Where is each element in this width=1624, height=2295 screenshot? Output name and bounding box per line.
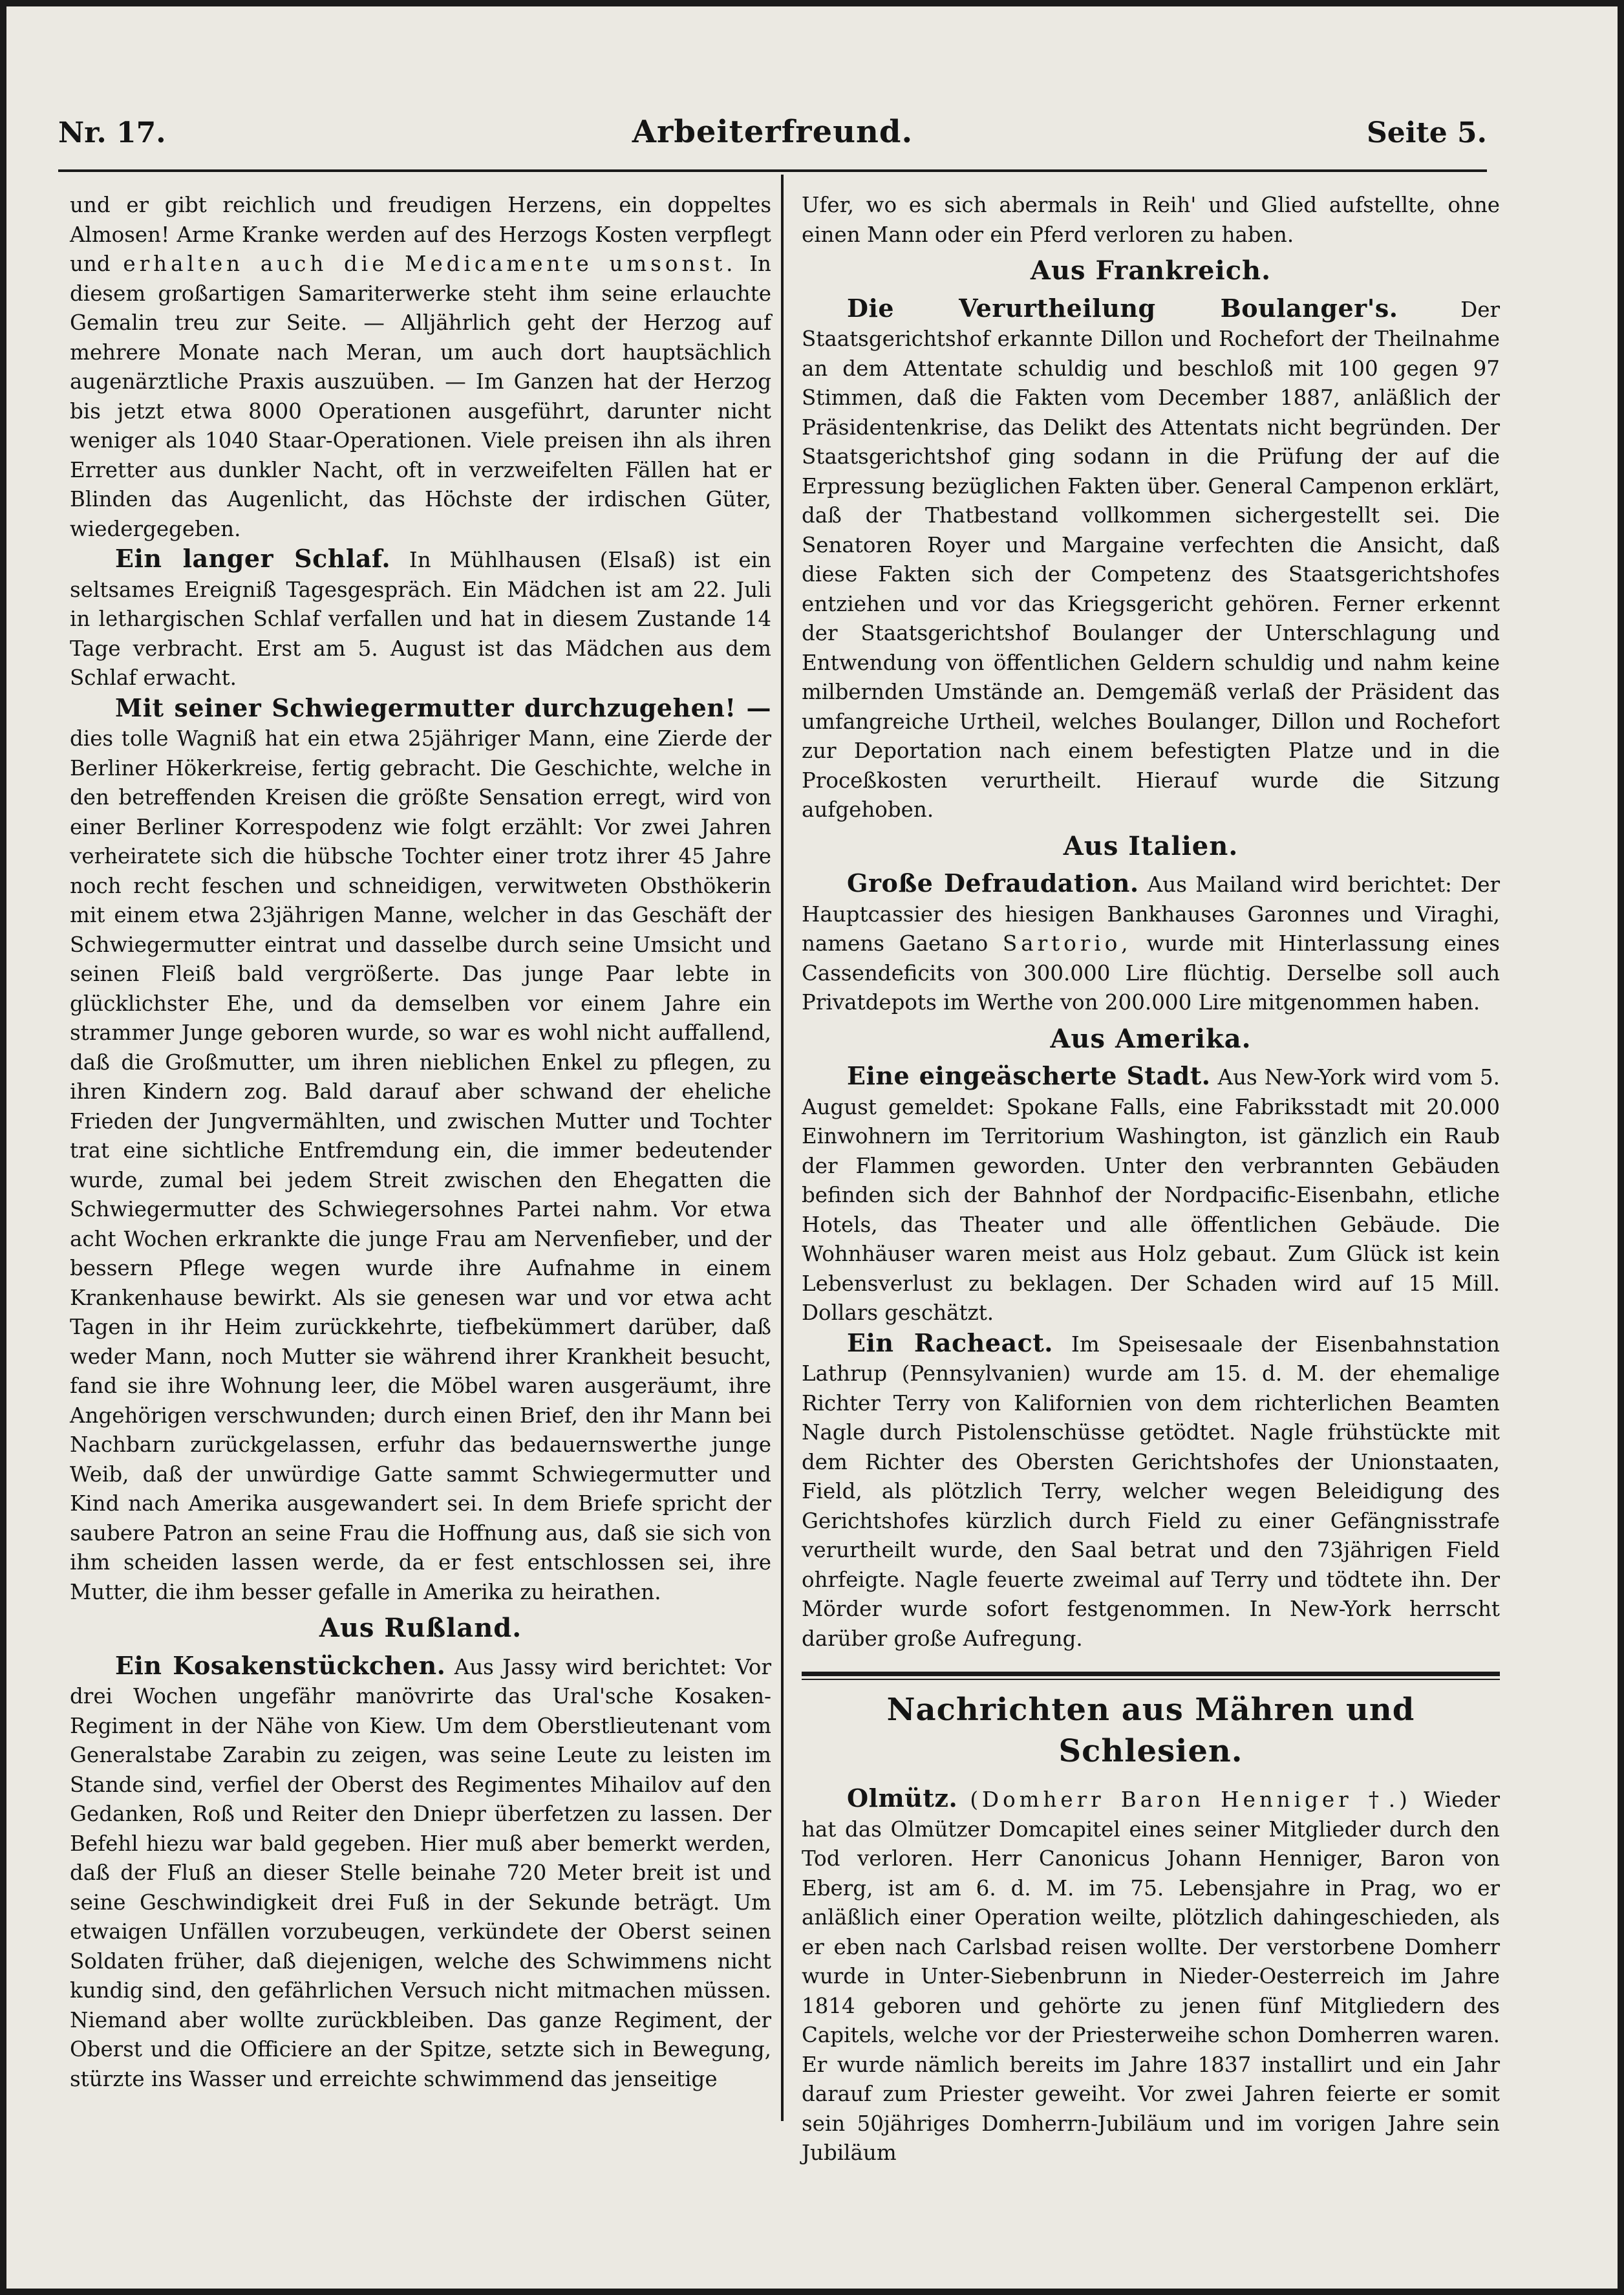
page-number: Seite 5. bbox=[1366, 116, 1487, 149]
headline-boulanger: Die Verurtheilung Boulanger's. bbox=[847, 293, 1398, 323]
paragraph-stadt: Eine eingeäscherte Stadt. Aus New-York wird vom 5. August gemeldet: Spokane Falls, eine Fabriksstadt mit 20.000 Einwohnern im Territorium Washington, ist gänzlich ein Raub der Flammen geworden. Unter den verbrannten Gebäuden befinden sich der Bahnhof der Nordpacific-Eisenbahn, etliche Hotels, das Theater und alle öffentlichen Gebäude. Die Wohnhäuser waren meist aus Holz gebaut. Zum Glück ist kein Lebensverlust zu beklagen. Der Schaden wird auf 15 Mill. Dollars geschätzt. bbox=[802, 1061, 1500, 1325]
column-divider bbox=[781, 175, 784, 2121]
headline-schwiegermutter: Mit seiner Schwiegermutter durchzugehen! — bbox=[115, 693, 771, 722]
issue-number: Nr. 17. bbox=[58, 116, 166, 149]
section-heading-frankreich: Aus Frankreich. bbox=[1030, 255, 1272, 286]
regional-news-heading: Nachrichten aus Mähren und Schlesien. bbox=[886, 1692, 1415, 1769]
headline-schlaf: Ein langer Schlaf. bbox=[115, 544, 391, 573]
right-column bbox=[802, 191, 1500, 2168]
paragraph-schlaf: Ein langer Schlaf. In Mühlhausen (Elsaß) ist ein seltsames Ereigniß Tagesgespräch. Ein Mädchen ist am 22. Juli in lethargischen Schlaf verfallen und hat in diesem Zustande 14 Tage verbracht. Erst am 5. August ist das Mädchen aus dem Schlaf erwacht. bbox=[70, 544, 771, 690]
paragraph-boulanger: Die Verurtheilung Boulanger's. Der Staatsgerichtshof erkannte Dillon und Rochefort der Theilnahme an dem Attentate schuldig und beschloß mit 100 gegen 97 Stimmen, daß die Fakten vom December 1887, anläßlich der Präsidentenkrise, das Delikt des Attentats nicht begründen. Der Staatsgerichtshof ging sodann in die Prüfung der auf die Erpressung bezüglichen Fakten über. General Campenon erklärt, daß der Thatbestand vollkommen sichergestellt sei. Die Senatoren Royer und Margaine verfechten die Ansicht, daß diese Fakten sich der Competenz des Staatsgerichtshofes entziehen und vor das Kriegsgericht gehören. Ferner erkennt der Staatsgerichtshof Boulanger der Unterschlagung und Entwendung von öffentlichen Geldern schuldig und nahm keine milbernden Umstände an. Demgemäß verlaß der Präsident das umfangreiche Urtheil, welches Boulanger, Dillon und Rochefort zur Deportation nach einem befestigten Platze und in die Proceßkosten verurtheilt. Hierauf wurde die Sitzung aufgehoben. bbox=[802, 293, 1500, 822]
paragraph-racheact: Ein Racheact. Im Speisesaale der Eisenbahnstation Lathrup (Pennsylvanien) wurde am 15. d. M. der ehemalige Richter Terry von Kalifornien von dem richterlichen Beamten Nagle durch Pistolenschüsse getödtet. Nagle frühstückte mit dem Richter des Obersten Gerichtshofes der Unionstaaten, Field, als plötzlich Terry, welcher wegen Beleidigung des Gerichtshofes kürzlich durch Field zu einer Gefängnisstrafe verurtheilt wurde, den Saal betrat und den 73jährigen Field ohrfeigte. Nagle feuerte zweimal auf Terry und tödtete ihn. Der Mörder wurde sofort festgenommen. In New-York herrscht darüber große Aufregung. bbox=[802, 1328, 1500, 1651]
paragraph-schwiegermutter: Mit seiner Schwiegermutter durchzugehen! — dies tolle Wagniß hat ein etwa 25jähriger Mann, eine Zierde der Berliner Hökerkreise, fertig gebracht. Die Geschichte, welche in den betreffenden Kreisen die größte Sensation erregt, wird von einer Berliner Korrespodenz wie folgt erzählt: Vor zwei Jahren verheiratete sich die hübsche Tochter einer trotz ihrer 45 Jahre noch recht feschen und schneidigen, verwitweten Obsthökerin mit einem etwa 23jährigen Manne, welcher in das Geschäft der Schwiegermutter eintrat und dasselbe durch seine Umsicht und seinen Fleiß bald vergrößerte. Das junge Paar lebte in glücklichster Ehe, und da demselben vor einem Jahre ein strammer Junge geboren wurde, so war es wohl nicht auffallend, daß die Großmutter, um ihren nieblichen Enkel zu pflegen, zu ihren Kindern zog. Bald darauf aber schwand der eheliche Frieden der Jungvermählten, und zwischen Mutter und Tochter trat eine sichtliche Entfremdung ein, die immer bedeutender wurde, zumal bei jedem Streit zwischen den Ehegatten die Schwiegermutter des Schwiegersohnes Partei nahm. Vor etwa acht Wochen erkrankte die junge Frau am Nervenfieber, und der bessern Pflege wegen wurde ihre Aufnahme in einem Krankenhause bewirkt. Als sie genesen war und vor etwa acht Tagen in ihr Heim zurückkehrte, tiefbekümmert darüber, daß weder Mann, noch Mutter sie während ihrer Krankheit besucht, fand sie ihre Wohnung leer, die Möbel waren ausgeräumt, ihre Angehörigen verschwunden; durch einen Brief, den ihr Mann bei Nachbarn zurückgelassen, erfuhr das bedauernswerthe junge Weib, daß der unwürdige Gatte sammt Schwiegermutter und Kind nach Amerika ausgewandert sei. In dem Briefe spricht der saubere Patron an seine Frau die Hoffnung aus, daß sie sich von ihm scheiden lassen werde, da er fest entschlossen sei, ihre Mutter, die ihm besser gefalle in Amerika zu heirathen. bbox=[70, 693, 771, 1604]
section-heading-amerika: Aus Amerika. bbox=[1050, 1023, 1252, 1054]
headline-kosaken: Ein Kosakenstückchen. bbox=[115, 1650, 446, 1680]
paragraph-olmuetz: Olmütz. (Domherr Baron Henniger †.) Wieder hat das Olmützer Domcapitel eines seiner Mitglieder durch den Tod verloren. Herr Canonicus Johann Henniger, Baron von Eberg, ist am 6. d. M. im 75. Lebensjahre in Prag, wo er anläßlich einer Operation weilte, plötzlich dahingeschieden, als er eben nach Carlsbad reisen wollte. Der verstorbene Domherr wurde in Unter-Siebenbrunn in Nieder-Oesterreich im Jahre 1814 geboren und gehörte zu jenen fünf Mitgliedern des Capitels, welche vor der Priesterweihe schon Domherren waren. Er wurde nämlich bereits im Jahre 1837 installirt und ein Jahr darauf zum Priester geweiht. Vor zwei Jahren feierte er somit sein 50jähriges Domherrn-Jubiläum und im vorigen Jahre sein Jubiläum bbox=[802, 1783, 1500, 2165]
headline-defraudation: Große Defraudation. bbox=[847, 868, 1139, 898]
headline-racheact: Ein Racheact. bbox=[847, 1328, 1053, 1357]
paragraph-kosaken: Ein Kosakenstückchen. Aus Jassy wird berichtet: Vor drei Wochen ungefähr manövrirte das Ural'sche Kosaken-Regiment in der Nähe von Kiew. Um dem Oberstlieutenant vom Generalstabe Zarabin zu zeigen, was seine Leute zu leisten im Stande sind, verfiel der Oberst des Regimentes Mihailov auf den Gedanken, Roß und Reiter den Dniepr überfetzen zu lassen. Der Befehl hiezu war bald gegeben. Hier muß aber bemerkt werden, daß der Fluß an dieser Stelle beinahe 720 Meter breit ist und seine Geschwindigkeit drei Fuß in der Sekunde beträgt. Um etwaigen Unfällen vorzubeugen, verkündete der Oberst seinen Soldaten früher, daß diejenigen, welche des Schwimmens nicht kundig sind, den gefährlichen Versuch nicht mitmachen müssen. Niemand aber wollte zurückbleiben. Das ganze Regiment, der Oberst und die Officiere an der Spitze, setzte sich in Bewegung, stürzte ins Wasser und erreichte schwimmend das jenseitige bbox=[70, 1650, 771, 2091]
paragraph-herzog: und er gibt reichlich und freudigen Herzens, ein doppeltes Almosen! Arme Kranke werden auf des Herzogs Kosten verpflegt und erhalten auch die Medicamente umsonst. In diesem großartigen Samariterwerke steht ihm seine erlauchte Gemalin treu zur Seite. — Alljährlich geht der Herzog auf mehrere Monate nach Meran, um auch dort hauptsächlich augenärztliche Praxis auszuüben. — Im Ganzen hat der Herzog bis jetzt etwa 8000 Operationen ausgeführt, darunter nicht weniger als 1040 Staar-Operationen. Viele preisen ihn als ihren Erretter aus dunkler Nacht, oft in verzweifelten Fällen hat er Blinden das Augenlicht, das Höchste der irdischen Güter, wiedergegeben. bbox=[70, 193, 771, 541]
headline-olmuetz: Olmütz. bbox=[847, 1783, 958, 1813]
page-header bbox=[58, 110, 1487, 162]
newspaper-title: Arbeiterfreund. bbox=[632, 114, 914, 150]
paragraph-ufer: Ufer, wo es sich abermals in Reih' und Glied aufstellte, ohne einen Mann oder ein Pferd verloren zu haben. bbox=[802, 193, 1500, 247]
section-rule bbox=[802, 1672, 1500, 1680]
section-heading-russland: Aus Rußland. bbox=[319, 1613, 522, 1643]
headline-stadt: Eine eingeäscherte Stadt. bbox=[847, 1061, 1211, 1090]
header-rule bbox=[58, 169, 1487, 172]
section-heading-italien: Aus Italien. bbox=[1063, 830, 1239, 861]
paragraph-defraudation: Große Defraudation. Aus Mailand wird berichtet: Der Hauptcassier des hiesigen Bankhauses Garonnes und Viraghi, namens Gaetano Sartorio, wurde mit Hinterlassung eines Cassendeficits von 300.000 Lire flüchtig. Derselbe soll auch Privatdepots im Werthe von 200.000 Lire mitgenommen haben. bbox=[802, 868, 1500, 1015]
left-column bbox=[70, 191, 771, 2094]
